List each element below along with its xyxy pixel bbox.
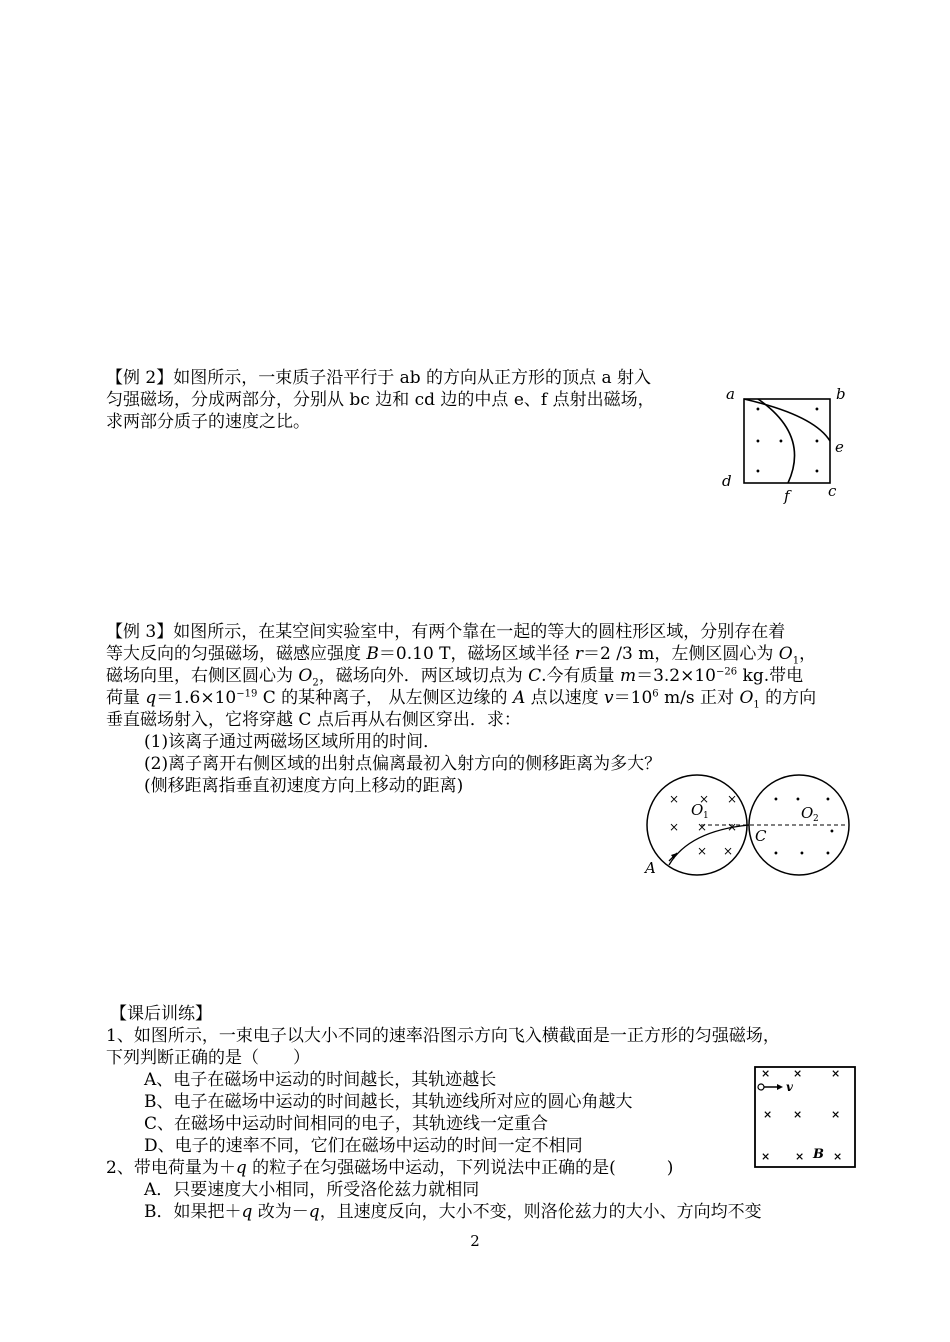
- problem-1-option-a: A、电子在磁场中运动的时间越长，其轨迹越长: [144, 1070, 497, 1090]
- svg-text:×: ×: [793, 1067, 803, 1080]
- svg-text:•: •: [814, 405, 820, 416]
- example-2-line-1: 【例 2】如图所示，一束质子沿平行于 ab 的方向从正方形的顶点 a 射入: [106, 368, 651, 388]
- example-3-line-1: 【例 3】如图所示，在某空间实验室中，有两个靠在一起的等大的圆柱形区域，分别存在着: [106, 622, 786, 642]
- training-section: [106, 1003, 780, 1223]
- svg-text:×: ×: [669, 792, 680, 806]
- problem-2-option-a: A．只要速度大小相同，所受洛伦兹力就相同: [144, 1180, 480, 1200]
- example-3-line-2: 等大反向的匀强磁场，磁感应强度 B＝0.10 T，磁场区域半径 r＝2 /3 m，左侧区圆心为 $O_1$，: [106, 644, 817, 667]
- fig2-label-c: c: [828, 482, 837, 500]
- problem-1-option-d: D、电子的速率不同，它们在磁场中运动的时间一定不相同: [144, 1136, 583, 1156]
- svg-text:×: ×: [793, 1108, 803, 1121]
- fig1-label-v: v: [786, 1080, 793, 1094]
- problem-1-field-figure: [753, 1065, 858, 1169]
- svg-text:×: ×: [763, 1108, 773, 1121]
- svg-text:×: ×: [727, 792, 738, 806]
- fig2-label-f: f: [784, 487, 790, 505]
- svg-text:×: ×: [833, 1150, 843, 1163]
- training-title: 【课后训练】: [110, 1004, 212, 1024]
- svg-text:•: •: [814, 467, 820, 478]
- example-3-circles-figure: [645, 775, 855, 875]
- fig2-field-dots: [755, 405, 820, 478]
- svg-text:×: ×: [723, 844, 734, 858]
- problem-2-line: 2、带电荷量为＋q 的粒子在匀强磁场中运动，下列说法中正确的是( ): [106, 1158, 674, 1178]
- fig3-label-c: C: [755, 827, 767, 845]
- problem-2-option-b: B．如果把＋q 改为－q，且速度反向，大小不变，则洛伦兹力的大小、方向均不变: [144, 1202, 762, 1222]
- svg-text:×: ×: [699, 792, 710, 806]
- svg-text:•: •: [773, 849, 779, 860]
- svg-text:•: •: [814, 437, 820, 448]
- svg-text:•: •: [799, 849, 805, 860]
- example-3-line-5: 垂直磁场射入，它将穿越 C 点后再从右侧区穿出．求：: [106, 710, 521, 730]
- svg-text:×: ×: [669, 820, 680, 834]
- svg-text:•: •: [755, 405, 761, 416]
- fig3-label-o1-sub: 1: [703, 811, 709, 821]
- example-3-line-3: 磁场向里，右侧区圆心为 $O_2$，磁场向外．两区域切点为 C.今有质量 $m=3.2\times 10^{-26}$ kg.带电: [106, 666, 804, 689]
- svg-text:×: ×: [697, 820, 708, 834]
- fig3-label-o2: O: [801, 804, 814, 822]
- example-2-square-figure: [718, 385, 858, 505]
- svg-text:×: ×: [831, 1108, 841, 1121]
- svg-text:•: •: [755, 437, 761, 448]
- example-3-question-1: (1)该离子通过两磁场区域所用的时间．: [144, 732, 441, 752]
- svg-text:•: •: [825, 849, 831, 860]
- page-number: 2: [470, 1232, 480, 1250]
- example-3-line-4: 荷量 $q=1.6\times 10^{-19}$ C 的某种离子， 从左侧区边缘的 A 点以速度 $v=10^6$ m/s 正对 $O_1$ 的方向: [106, 688, 817, 711]
- fig2-label-d: d: [722, 472, 732, 490]
- svg-text:•: •: [795, 795, 801, 806]
- problem-1-line-2: 下列判断正确的是（ ）: [106, 1048, 310, 1068]
- fig3-label-o2-sub: 2: [813, 814, 819, 824]
- svg-text:•: •: [825, 795, 831, 806]
- svg-text:×: ×: [727, 820, 738, 834]
- example-2-line-3: 求两部分质子的速度之比。: [106, 412, 310, 432]
- fig3-label-a: A: [645, 859, 656, 877]
- fig3-crosses-left: [669, 792, 737, 858]
- example-3-question-3: (侧移距离指垂直初速度方向上移动的距离): [144, 776, 464, 796]
- problem-1-option-b: B、电子在磁场中运动的时间越长，其轨迹线所对应的圆心角越大: [144, 1092, 633, 1112]
- example-2-line-2: 匀强磁场，分成两部分，分别从 bc 边和 cd 边的中点 e、f 点射出磁场，: [106, 390, 655, 410]
- example-3-text: [106, 621, 816, 797]
- svg-text:×: ×: [831, 1067, 841, 1080]
- svg-text:•: •: [829, 827, 835, 838]
- svg-text:×: ×: [795, 1150, 805, 1163]
- fig2-label-e: e: [835, 438, 844, 456]
- svg-text:×: ×: [761, 1067, 771, 1080]
- svg-text:•: •: [755, 467, 761, 478]
- problem-1-option-c: C、在磁场中运动时间相同的电子，其轨迹线一定重合: [144, 1114, 549, 1134]
- svg-text:•: •: [773, 795, 779, 806]
- svg-text:×: ×: [761, 1150, 771, 1163]
- svg-text:•: •: [778, 437, 784, 448]
- problem-1-line-1: 1、如图所示，一束电子以大小不同的速率沿图示方向飞入横截面是一正方形的匀强磁场，: [106, 1026, 780, 1046]
- example-2-text: [106, 367, 655, 433]
- fig2-label-b: b: [836, 385, 846, 403]
- fig2-label-a: a: [726, 385, 735, 403]
- example-3-question-2: (2)离子离开右侧区域的出射点偏离最初入射方向的侧移距离为多大？: [144, 754, 662, 774]
- svg-text:×: ×: [697, 844, 708, 858]
- fig1-crosses: [761, 1067, 842, 1163]
- fig1-label-b: B: [813, 1147, 824, 1162]
- fig3-label-o1: O: [691, 801, 704, 819]
